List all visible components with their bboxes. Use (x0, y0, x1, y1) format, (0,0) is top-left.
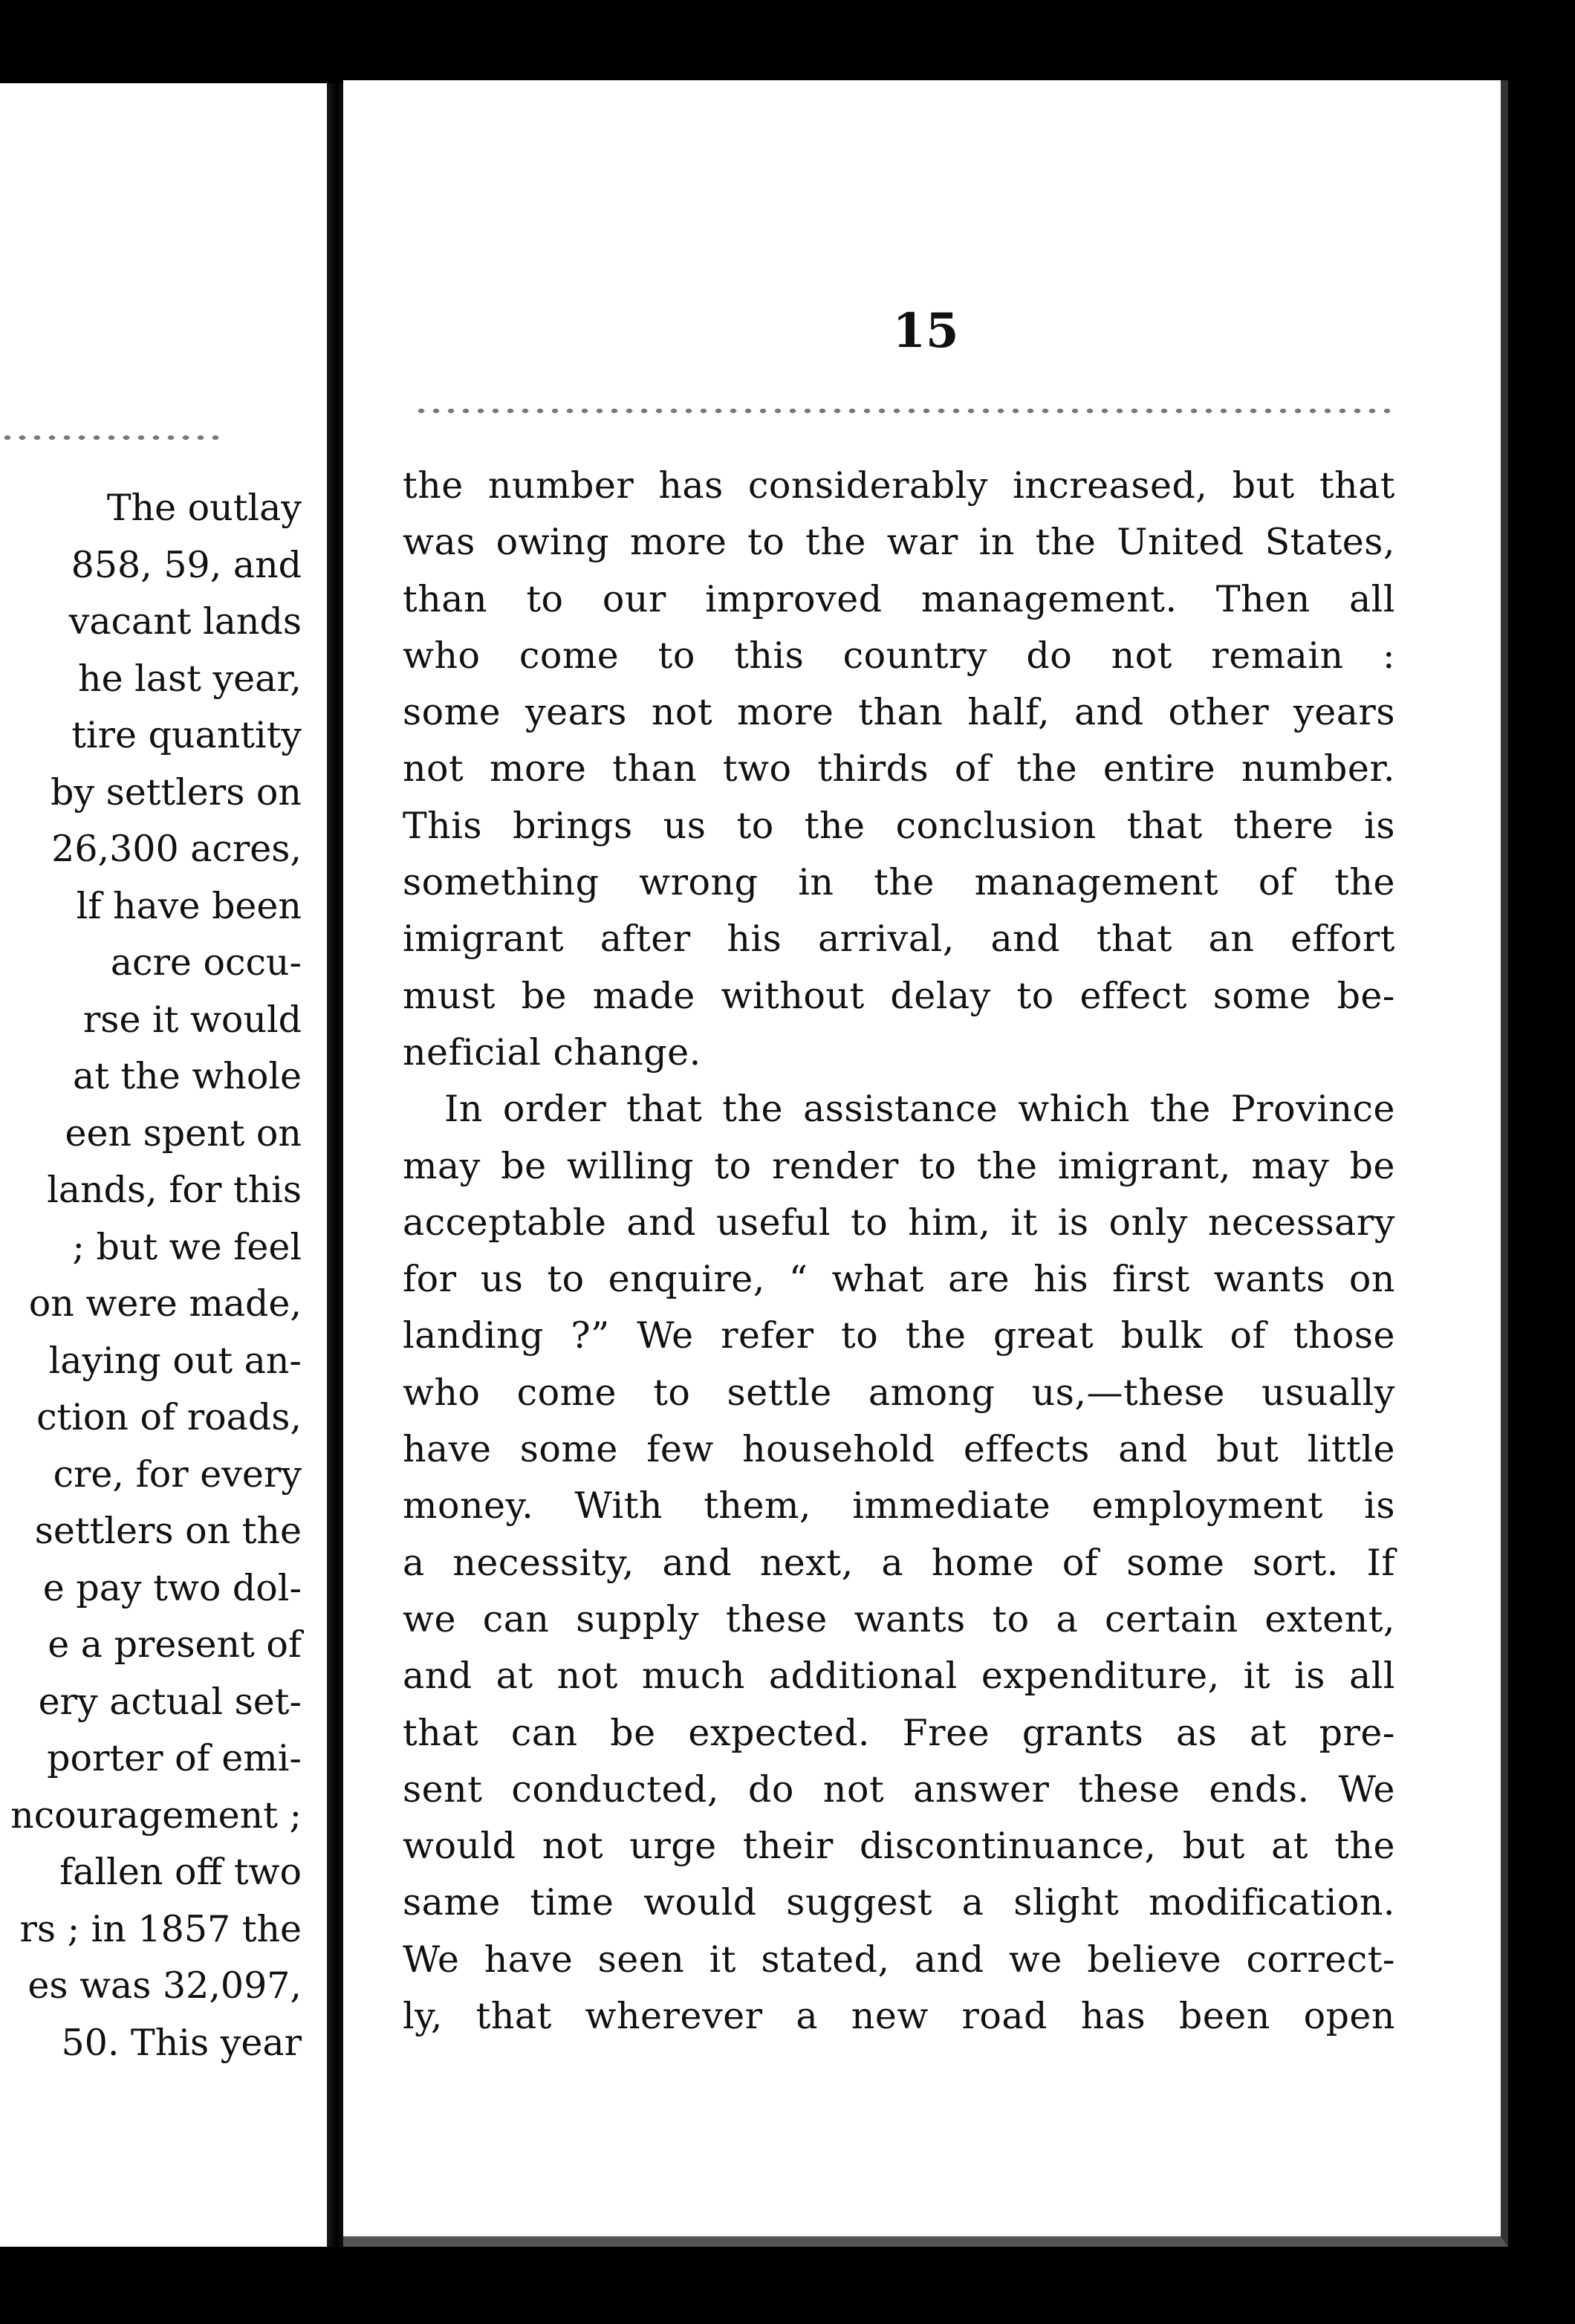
text-line: landing ?” We refer to the great bulk of those (403, 1314, 1395, 1357)
text-line: and at not much additional expenditure, it is all (403, 1655, 1395, 1698)
left-line: ction of roads, (36, 1396, 302, 1438)
text-line: same time would suggest a slight modification. (403, 1881, 1395, 1924)
text-line: for us to enquire, “ what are his first wants on (403, 1258, 1395, 1301)
left-line: at the whole (73, 1055, 302, 1097)
text-line: the number has considerably increased, but that (403, 464, 1395, 507)
left-line: 26,300 acres, (51, 828, 302, 870)
left-line: e pay two dol- (42, 1566, 302, 1609)
left-line: he last year, (78, 657, 302, 700)
left-line: by settlers on (50, 770, 302, 814)
left-line: settlers on the (34, 1510, 302, 1552)
left-page-text (10, 480, 302, 2071)
body-text (403, 458, 1395, 2045)
left-line: ery actual set- (38, 1680, 302, 1723)
left-line: een spent on (65, 1111, 302, 1155)
left-line: e a present of (48, 1623, 302, 1666)
scan-border-bottom (0, 2247, 1575, 2324)
left-line: porter of emi- (47, 1737, 302, 1779)
left-line: 50. This year (61, 2021, 302, 2064)
left-line: rse it would (82, 998, 302, 1041)
left-line: laying out an- (48, 1339, 302, 1382)
header-ornamental-rule (414, 406, 1394, 416)
text-line: a necessity, and next, a home of some sort. If (403, 1541, 1395, 1584)
text-line: ly, that wherever a new road has been open (403, 1995, 1395, 2038)
left-line: acre occu- (110, 941, 302, 984)
left-line: ncouragement ; (10, 1794, 302, 1837)
left-line: fallen off two (59, 1851, 302, 1893)
text-line: In order that the assistance which the Province (444, 1088, 1395, 1131)
text-line: who come to this country do not remain : (403, 634, 1395, 677)
book-gutter (327, 83, 343, 2247)
left-line: lands, for this (47, 1169, 302, 1211)
text-line: was owing more to the war in the United States, (403, 521, 1395, 564)
text-line: some years not more than half, and other years (403, 691, 1395, 734)
left-line: The outlay (106, 487, 302, 529)
left-line: on were made, (28, 1282, 302, 1325)
text-line: sent conducted, do not answer these ends. We (403, 1768, 1395, 1811)
left-line: vacant lands (68, 600, 302, 643)
left-line: ; but we feel (72, 1225, 302, 1268)
text-line: who come to settle among us,—these usually (403, 1371, 1395, 1414)
right-page (343, 80, 1508, 2247)
text-line: imigrant after his arrival, and that an effort (403, 918, 1395, 961)
text-line: something wrong in the management of the (403, 861, 1395, 904)
text-line: neficial change. (403, 1030, 701, 1074)
left-line: cre, for every (53, 1452, 302, 1496)
left-line: lf have been (76, 884, 302, 927)
text-line: that can be expected. Free grants as at pre- (403, 1711, 1395, 1754)
text-line: have some few household effects and but little (403, 1428, 1395, 1471)
left-line: es was 32,097, (27, 1964, 302, 2007)
text-line: not more than two thirds of the entire number. (403, 747, 1395, 791)
page-number: 15 (892, 303, 959, 359)
text-line: we can supply these wants to a certain extent, (403, 1597, 1395, 1640)
text-line: must be made without delay to effect some be- (403, 974, 1395, 1017)
text-line: would not urge their discontinuance, but at the (403, 1825, 1395, 1868)
left-line: tire quantity (71, 714, 302, 756)
left-page-header-rule (0, 432, 223, 443)
left-line: rs ; in 1857 the (19, 1907, 302, 1950)
text-line: money. With them, immediate employment is (403, 1484, 1395, 1528)
text-line: This brings us to the conclusion that there is (403, 804, 1395, 847)
text-line: We have seen it stated, and we believe correct- (403, 1938, 1395, 1981)
left-page (0, 83, 330, 2247)
left-line: 858, 59, and (71, 543, 302, 586)
text-line: acceptable and useful to him, it is only necessary (403, 1201, 1395, 1244)
text-line: may be willing to render to the imigrant, may be (403, 1144, 1395, 1187)
text-line: than to our improved management. Then all (403, 577, 1395, 620)
